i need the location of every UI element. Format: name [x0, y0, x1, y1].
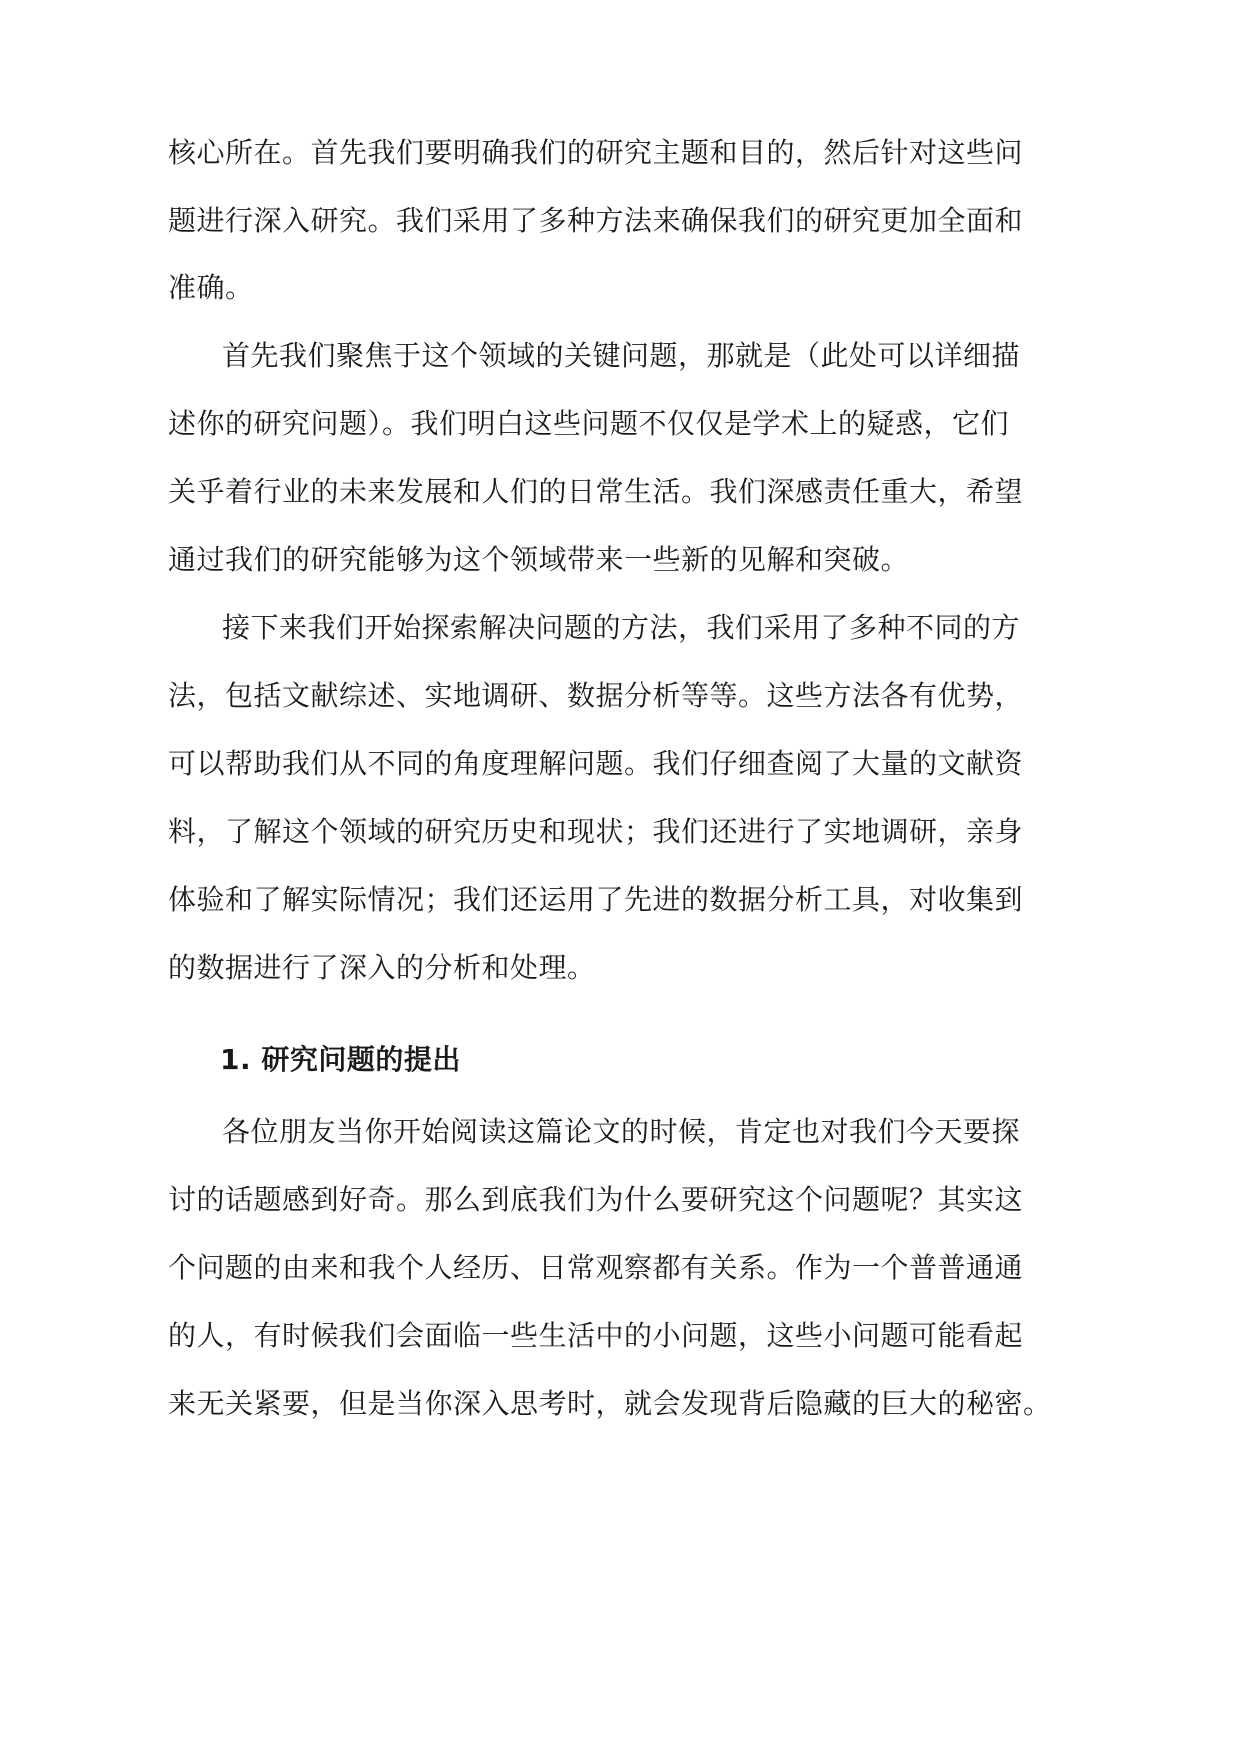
paragraph-2-line-4: 通过我们的研究能够为这个领域带来一些新的见解和突破。 — [168, 543, 910, 576]
paragraph-2-line-2: 述你的研究问题）。我们明白这些问题不仅仅是学术上的疑惑，它们 — [168, 407, 1010, 440]
paragraph-3-line-2: 法，包括文献综述、实地调研、数据分析等等。这些方法各有优势， — [168, 679, 1024, 712]
paragraph-3-line-3: 可以帮助我们从不同的角度理解问题。我们仔细查阅了大量的文献资 — [168, 747, 1024, 780]
paragraph-3-line-1: 接下来我们开始探索解决问题的方法，我们采用了多种不同的方 — [222, 611, 1021, 644]
paragraph-3-line-4: 料，了解这个领域的研究历史和现状；我们还进行了实地调研，亲身 — [168, 815, 1024, 848]
paragraph-1-line-1: 核心所在。首先我们要明确我们的研究主题和目的，然后针对这些问 — [168, 136, 1024, 169]
paragraph-2-line-3: 关乎着行业的未来发展和人们的日常生活。我们深感责任重大，希望 — [168, 475, 1024, 508]
paragraph-1-line-2: 题进行深入研究。我们采用了多种方法来确保我们的研究更加全面和 — [168, 204, 1024, 237]
paragraph-4-line-2: 讨的话题感到好奇。那么到底我们为什么要研究这个问题呢？其实这 — [168, 1183, 1024, 1216]
paragraph-4-line-1: 各位朋友当你开始阅读这篇论文的时候，肯定也对我们今天要探 — [222, 1115, 1021, 1148]
paragraph-4-line-5: 来无关紧要，但是当你深入思考时，就会发现背后隐藏的巨大的秘密。 — [168, 1387, 1052, 1420]
paragraph-2-line-1: 首先我们聚焦于这个领域的关键问题，那就是（此处可以详细描 — [222, 339, 1021, 372]
section-heading: 1. 研究问题的提出 — [220, 1043, 461, 1076]
paragraph-3-line-6: 的数据进行了深入的分析和处理。 — [168, 951, 596, 984]
paragraph-3-line-5: 体验和了解实际情况；我们还运用了先进的数据分析工具，对收集到 — [168, 883, 1024, 916]
paragraph-4-line-4: 的人，有时候我们会面临一些生活中的小问题，这些小问题可能看起 — [168, 1319, 1024, 1352]
paragraph-1-line-3: 准确。 — [168, 271, 254, 304]
paragraph-4-line-3: 个问题的由来和我个人经历、日常观察都有关系。作为一个普普通通 — [168, 1251, 1024, 1284]
